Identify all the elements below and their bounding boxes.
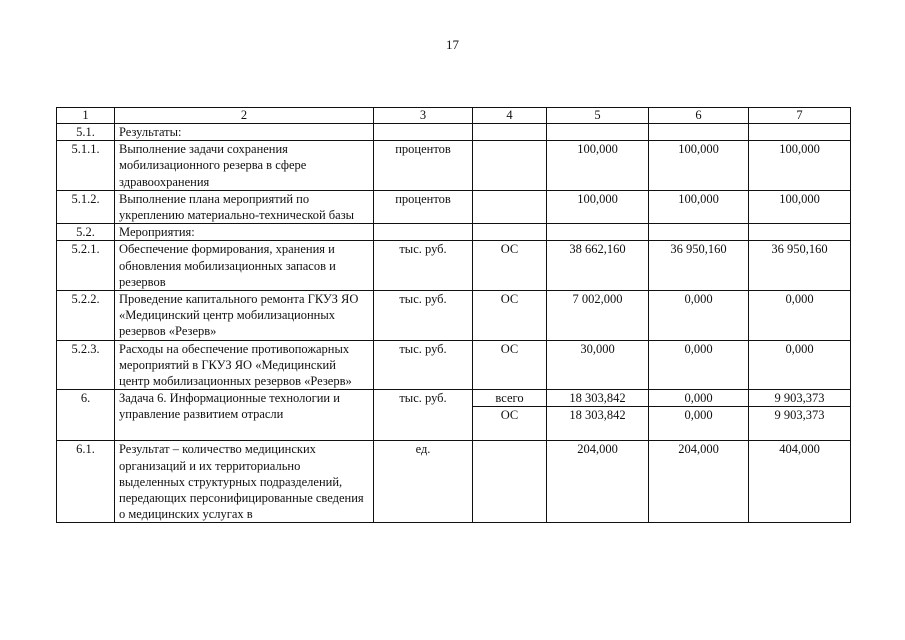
value-cell bbox=[649, 124, 749, 141]
source-cell bbox=[473, 124, 547, 141]
unit-cell: тыс. руб. bbox=[374, 241, 473, 291]
value-cell: 18 303,842 bbox=[547, 407, 649, 441]
value-cell: 36 950,160 bbox=[749, 241, 851, 291]
source-cell bbox=[473, 441, 547, 523]
value-cell: 100,000 bbox=[547, 190, 649, 223]
row-name: Результаты: bbox=[115, 124, 374, 141]
unit-cell: тыс. руб. bbox=[374, 390, 473, 441]
unit-cell bbox=[374, 224, 473, 241]
source-cell bbox=[473, 141, 547, 191]
table-row bbox=[57, 441, 851, 523]
unit-cell: ед. bbox=[374, 441, 473, 523]
column-header: 4 bbox=[473, 108, 547, 124]
column-header: 5 bbox=[547, 108, 649, 124]
value-cell: 30,000 bbox=[547, 340, 649, 390]
row-number: 5.2.1. bbox=[57, 241, 115, 291]
table-row bbox=[57, 141, 851, 191]
table-row bbox=[57, 241, 851, 291]
row-number: 5.1.1. bbox=[57, 141, 115, 191]
value-cell bbox=[649, 224, 749, 241]
row-number: 5.2.2. bbox=[57, 291, 115, 341]
value-cell bbox=[547, 224, 649, 241]
row-name: Расходы на обеспечение противопожарных мероприятий в ГКУЗ ЯО «Медицинский центр мобилизационных резервов «Резерв» bbox=[115, 340, 374, 390]
value-cell: 0,000 bbox=[649, 340, 749, 390]
table-row bbox=[57, 224, 851, 241]
indicators-table bbox=[56, 107, 851, 523]
value-cell: 0,000 bbox=[749, 291, 851, 341]
source-cell: ОС bbox=[473, 340, 547, 390]
value-cell: 100,000 bbox=[749, 190, 851, 223]
value-cell: 9 903,373 bbox=[749, 390, 851, 407]
column-header: 7 bbox=[749, 108, 851, 124]
value-cell: 100,000 bbox=[649, 141, 749, 191]
column-header: 3 bbox=[374, 108, 473, 124]
value-cell bbox=[749, 124, 851, 141]
page-number: 17 bbox=[446, 37, 459, 52]
source-cell: ОС bbox=[473, 407, 547, 441]
row-name: Обеспечение формирования, хранения и обновления мобилизационных запасов и резервов bbox=[115, 241, 374, 291]
column-header: 6 bbox=[649, 108, 749, 124]
value-cell: 0,000 bbox=[649, 291, 749, 341]
value-cell: 0,000 bbox=[749, 340, 851, 390]
value-cell: 0,000 bbox=[649, 407, 749, 441]
value-cell: 38 662,160 bbox=[547, 241, 649, 291]
row-name: Мероприятия: bbox=[115, 224, 374, 241]
row-name: Выполнение задачи сохранения мобилизационного резерва в сфере здравоохранения bbox=[115, 141, 374, 191]
row-name: Выполнение плана мероприятий по укреплению материально-технической базы bbox=[115, 190, 374, 223]
value-cell: 404,000 bbox=[749, 441, 851, 523]
table-header-row bbox=[57, 108, 851, 124]
value-cell: 204,000 bbox=[547, 441, 649, 523]
value-cell: 0,000 bbox=[649, 390, 749, 407]
value-cell bbox=[547, 124, 649, 141]
unit-cell bbox=[374, 124, 473, 141]
source-cell: ОС bbox=[473, 241, 547, 291]
column-header: 2 bbox=[115, 108, 374, 124]
row-number: 6. bbox=[57, 390, 115, 441]
value-cell: 100,000 bbox=[547, 141, 649, 191]
value-cell: 204,000 bbox=[649, 441, 749, 523]
table-row bbox=[57, 124, 851, 141]
unit-cell: процентов bbox=[374, 141, 473, 191]
value-cell: 18 303,842 bbox=[547, 390, 649, 407]
source-cell: всего bbox=[473, 390, 547, 407]
row-name: Проведение капитального ремонта ГКУЗ ЯО «Медицинский центр мобилизационных резервов «Резерв» bbox=[115, 291, 374, 341]
value-cell: 9 903,373 bbox=[749, 407, 851, 441]
value-cell: 7 002,000 bbox=[547, 291, 649, 341]
row-number: 5.2. bbox=[57, 224, 115, 241]
row-number: 5.1.2. bbox=[57, 190, 115, 223]
table-row bbox=[57, 291, 851, 341]
value-cell bbox=[749, 224, 851, 241]
source-cell bbox=[473, 190, 547, 223]
row-name: Задача 6. Информационные технологии и управление развитием отрасли bbox=[115, 390, 374, 441]
table-row bbox=[57, 390, 851, 407]
table-row bbox=[57, 340, 851, 390]
value-cell: 36 950,160 bbox=[649, 241, 749, 291]
row-name: Результат – количество медицинских организаций и их территориально выделенных структурных подразделений, передающих персонифицированные сведения о медицинских услугах в bbox=[115, 441, 374, 523]
row-number: 6.1. bbox=[57, 441, 115, 523]
row-number: 5.2.3. bbox=[57, 340, 115, 390]
row-number: 5.1. bbox=[57, 124, 115, 141]
unit-cell: процентов bbox=[374, 190, 473, 223]
unit-cell: тыс. руб. bbox=[374, 340, 473, 390]
value-cell: 100,000 bbox=[749, 141, 851, 191]
source-cell: ОС bbox=[473, 291, 547, 341]
value-cell: 100,000 bbox=[649, 190, 749, 223]
unit-cell: тыс. руб. bbox=[374, 291, 473, 341]
source-cell bbox=[473, 224, 547, 241]
table-row bbox=[57, 190, 851, 223]
column-header: 1 bbox=[57, 108, 115, 124]
